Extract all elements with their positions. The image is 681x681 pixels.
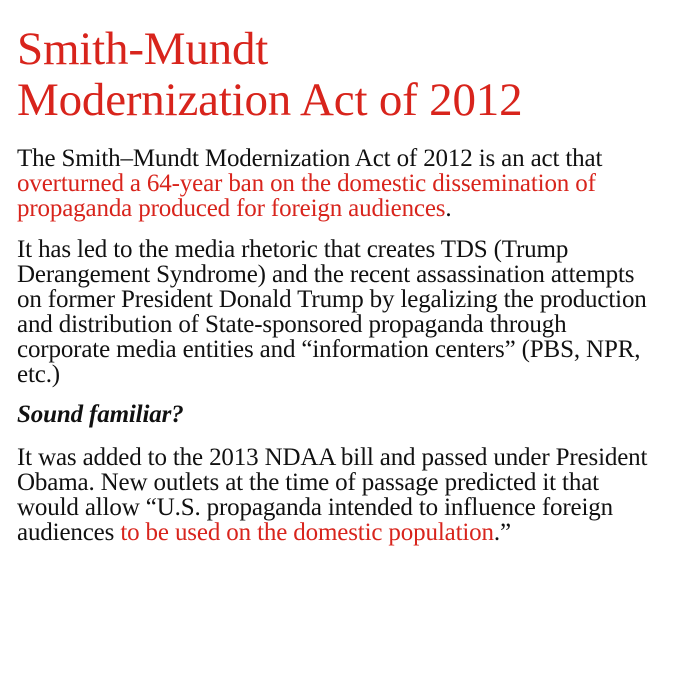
intro-text: The Smith–Mundt Modernization Act of 2012 is an act that (17, 145, 603, 172)
paragraph-intro (17, 146, 659, 221)
paragraph-impact (17, 237, 659, 387)
title-line-2: Modernization Act of 2012 (17, 74, 523, 126)
paragraph-question (17, 402, 659, 427)
impact-text: It has led to the media rhetoric that creates TDS (Trump Derangement Syndrome) and the recent assassination attempts on former President Donald Trump by legalizing the production and distribution of State-sponsored propaganda through corporate media entities and “information centers” (PBS, NPR, etc.) (17, 236, 647, 388)
history-highlight: to be used on the domestic population (120, 519, 494, 546)
paragraph-history (17, 445, 659, 545)
intro-highlight: overturned a 64-year ban on the domestic dissemination of propaganda produced for foreign audiences (17, 170, 596, 222)
history-text-end: .” (493, 519, 511, 546)
intro-text-end: . (445, 195, 452, 222)
history-text: It was added to the 2013 NDAA bill and passed under President Obama. New outlets at the time of passage predicted it that would allow “U.S. propaganda intended to influence foreign audiences (17, 444, 648, 546)
question-text: Sound familiar? (17, 401, 184, 428)
page-title (17, 24, 659, 126)
title-line-1: Smith-Mundt (17, 23, 269, 75)
